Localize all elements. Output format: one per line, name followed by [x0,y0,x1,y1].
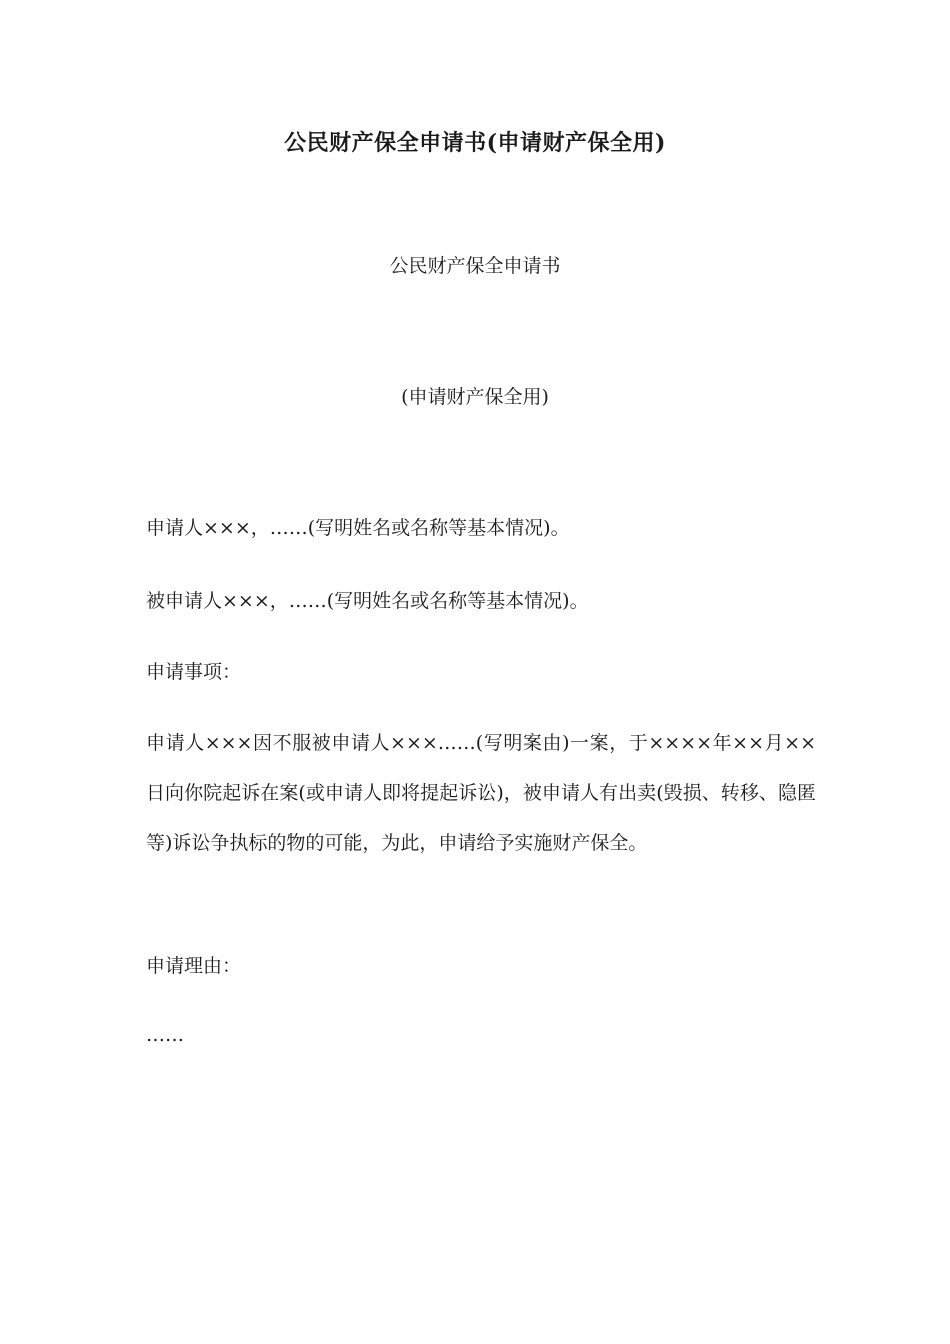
reasons-heading: 申请理由： [146,955,242,977]
document-title: 公民财产保全申请书(申请财产保全用) [284,130,666,156]
applicant-paragraph: 申请人×××，……(写明姓名或名称等基本情况)。 [146,517,570,539]
respondent-paragraph: 被申请人×××，……(写明姓名或名称等基本情况)。 [146,590,589,612]
matters-body-paragraph: 申请人×××因不服被申请人×××……(写明案由)一案，于××××年××月××日向你院起诉在案(或申请人即将提起诉讼)，被申请人有出卖(毁损、转移、隐匿等)诉讼争执标的物的可能，为此，申请给予实施财产保全。 [146,732,816,854]
usage-note: (申请财产保全用) [401,386,549,408]
document-subtitle: 公民财产保全申请书 [389,255,561,277]
matters-heading: 申请事项： [146,661,242,683]
reasons-body-paragraph: …… [146,1024,184,1046]
